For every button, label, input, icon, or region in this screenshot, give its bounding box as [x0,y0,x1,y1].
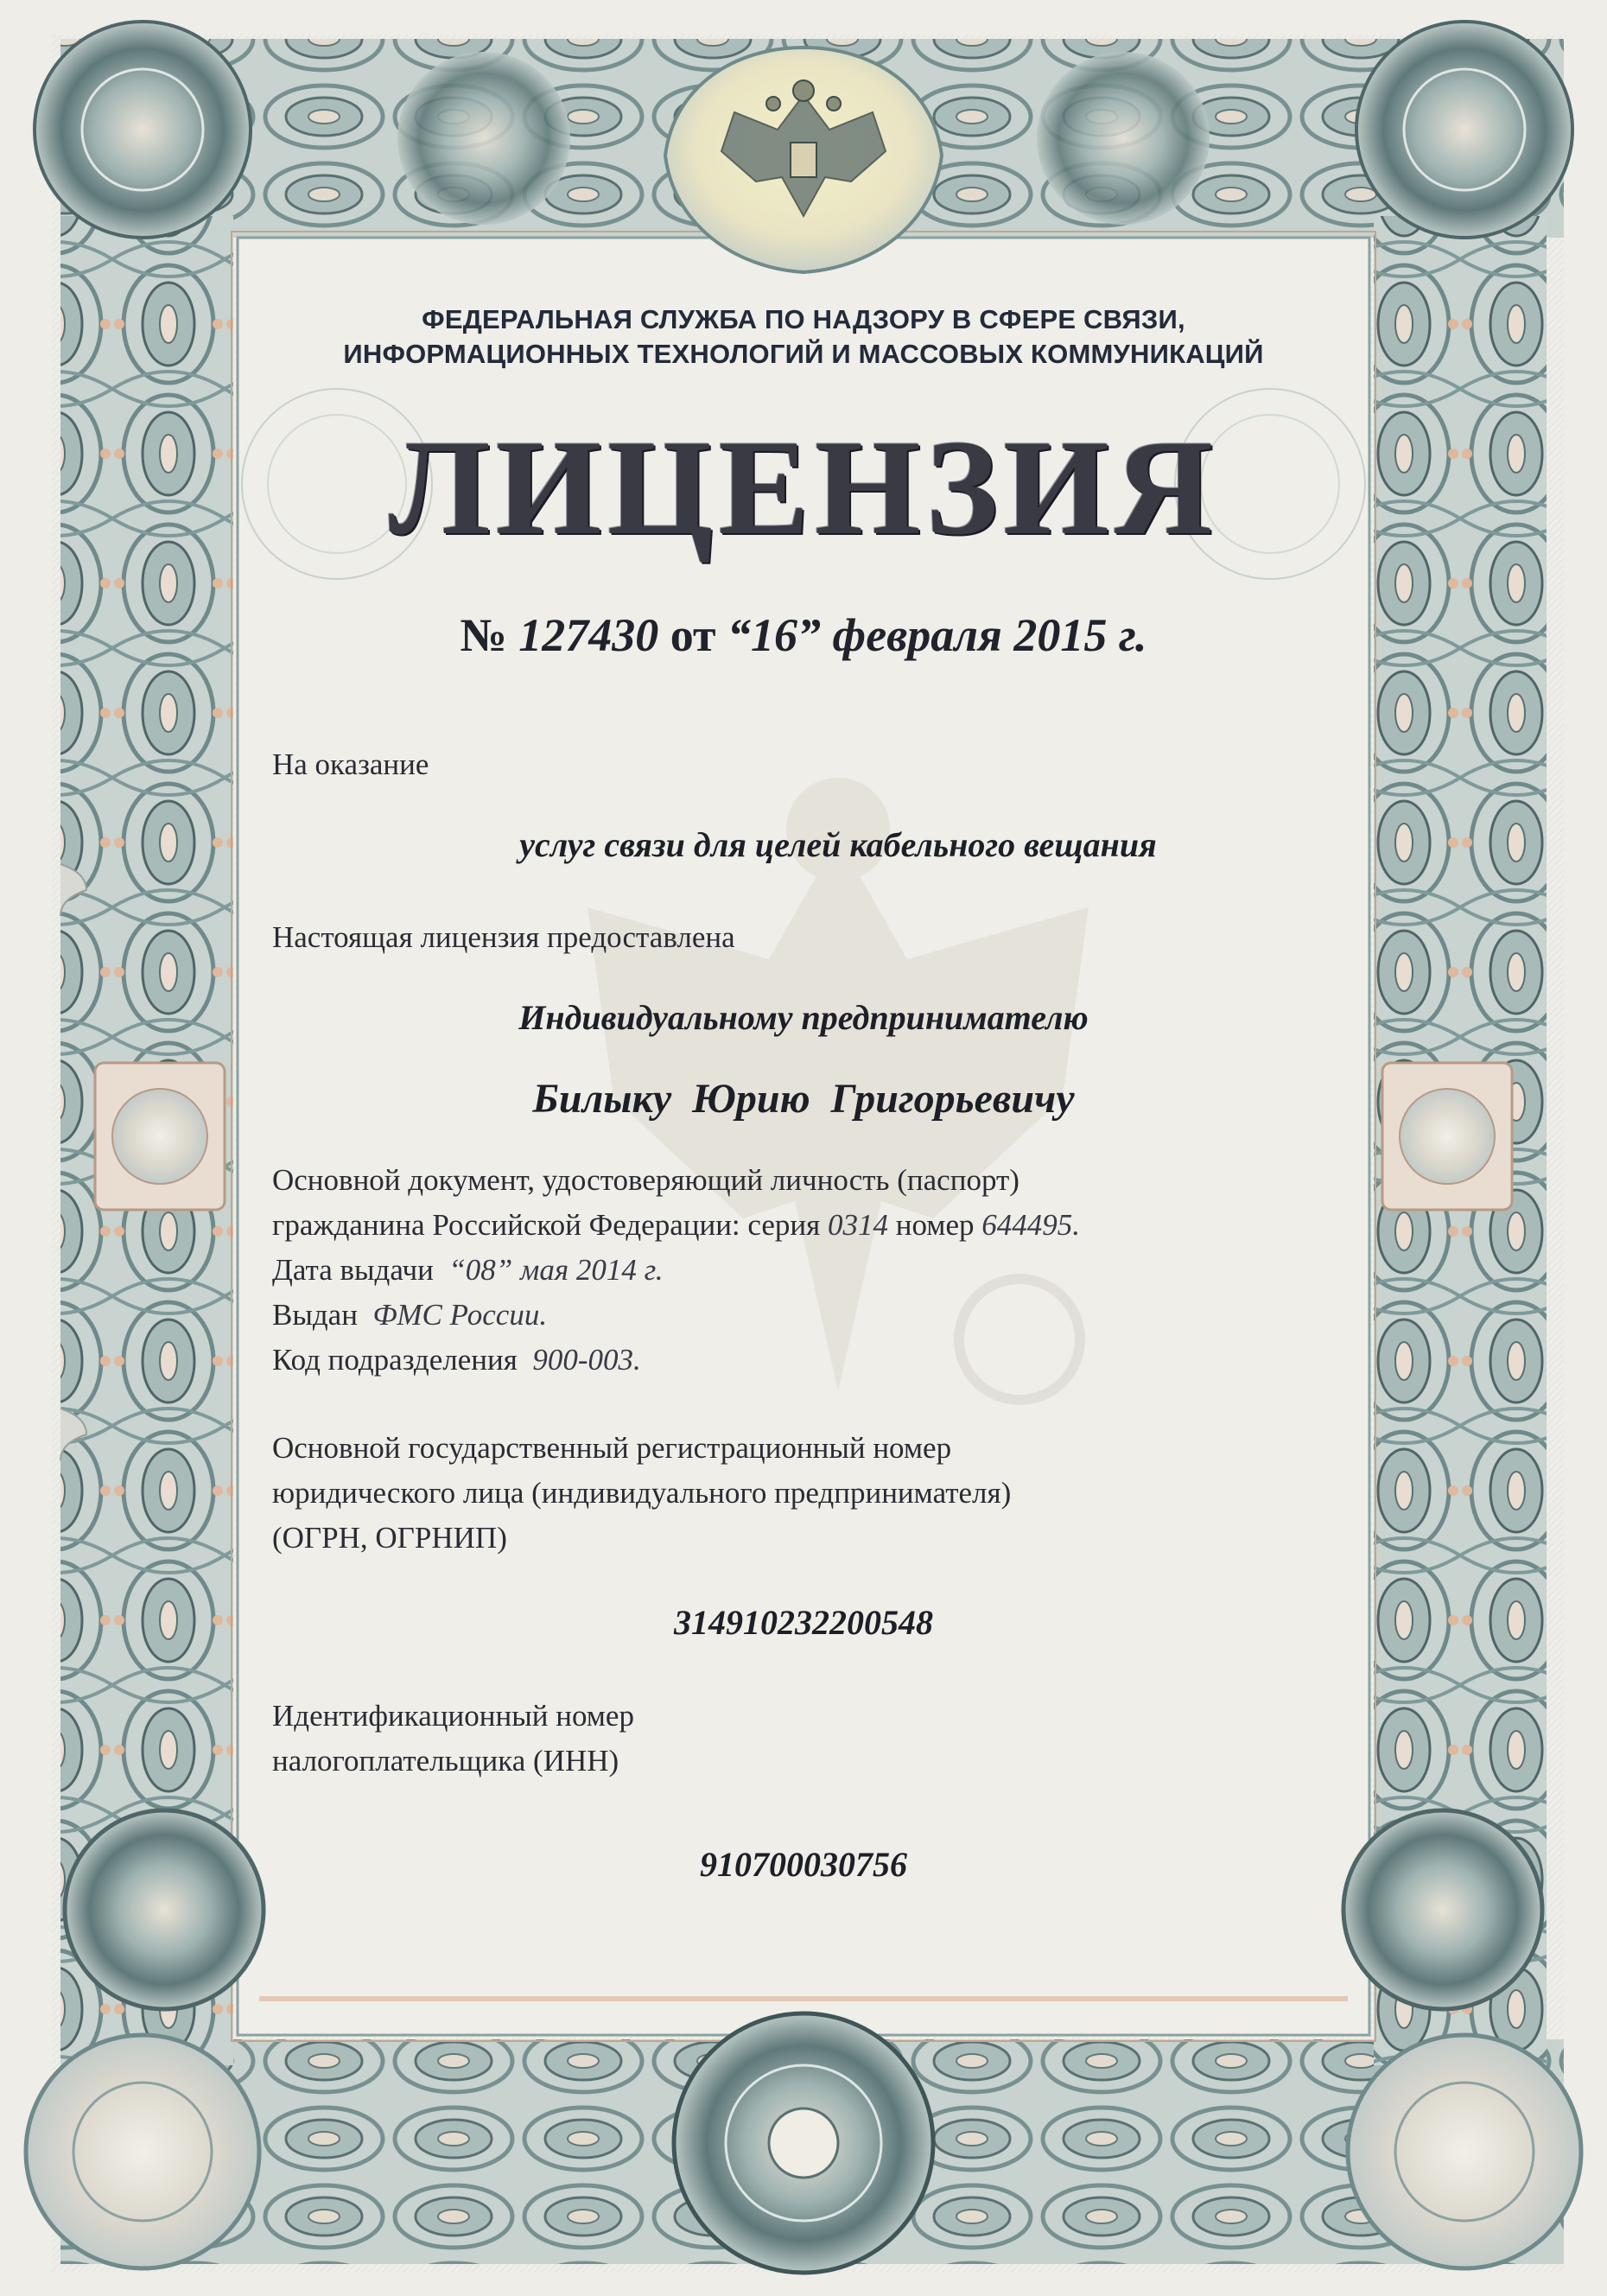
license-day: “16” [727,609,822,661]
passport-series: 0314 [827,1208,888,1242]
issue-date: “08” мая 2014 г. [448,1253,664,1287]
issue-date-label: Дата выдачи [272,1253,434,1287]
purpose-value: услуг связи для целей кабельного вещания [519,825,1157,864]
grantee-label: Настоящая лицензия предоставлена [272,920,735,954]
passport-number-label: номер [895,1208,975,1242]
issued-by-label: Выдан [272,1298,358,1332]
number-sign: № [460,609,507,661]
inn-label-block [272,1694,634,1784]
license-content [259,285,1348,1970]
identity-line-2 [272,1203,1080,1248]
ogrn-line-2: юридического лица (индивидуального предпринимателя) [272,1476,1012,1510]
issued-by-row [272,1293,1080,1338]
agency-line-2: ИНФОРМАЦИОННЫХ ТЕХНОЛОГИЙ И МАССОВЫХ КОММУНИКАЦИЙ [343,339,1264,369]
division-label: Код подразделения [272,1343,518,1377]
division-code: 900-003. [532,1343,641,1377]
from-word: от [670,609,716,661]
grantee-name: Билыку Юрию Григорьевичу [532,1076,1075,1122]
citizenship-text: гражданина Российской Федерации: серия [272,1208,821,1242]
grantee-type: Индивидуальному предпринимателю [518,998,1089,1037]
ogrn-line-1: Основной государственный регистрационный номер [272,1431,952,1465]
license-month-year: февраля 2015 г. [832,609,1147,661]
identity-document [272,1158,1080,1383]
inn-value: 910700030756 [700,1845,907,1884]
agency-line-1: ФЕДЕРАЛЬНАЯ СЛУЖБА ПО НАДЗОРУ В СФЕРЕ СВЯЗИ, [422,304,1185,334]
purpose-label: На оказание [272,747,429,781]
document-title: ЛИЦЕНЗИЯ [388,412,1219,563]
ogrn-value: 314910232200548 [674,1603,933,1642]
ogrn-label-block [272,1426,1011,1561]
inn-line-2: налогоплательщика (ИНН) [272,1744,619,1778]
license-number-line [259,605,1348,665]
identity-line-1: Основной документ, удостоверяющий личность (паспорт) [272,1163,1019,1197]
division-row [272,1338,1080,1383]
inn-line-1: Идентификационный номер [272,1699,634,1733]
license-number: 127430 [518,609,659,661]
issued-by: ФМС России. [372,1298,548,1332]
issuing-agency [259,302,1348,372]
issue-date-row [272,1248,1080,1293]
passport-number: 644495. [981,1208,1080,1242]
ogrn-line-3: (ОГРН, ОГРНИП) [272,1521,507,1555]
